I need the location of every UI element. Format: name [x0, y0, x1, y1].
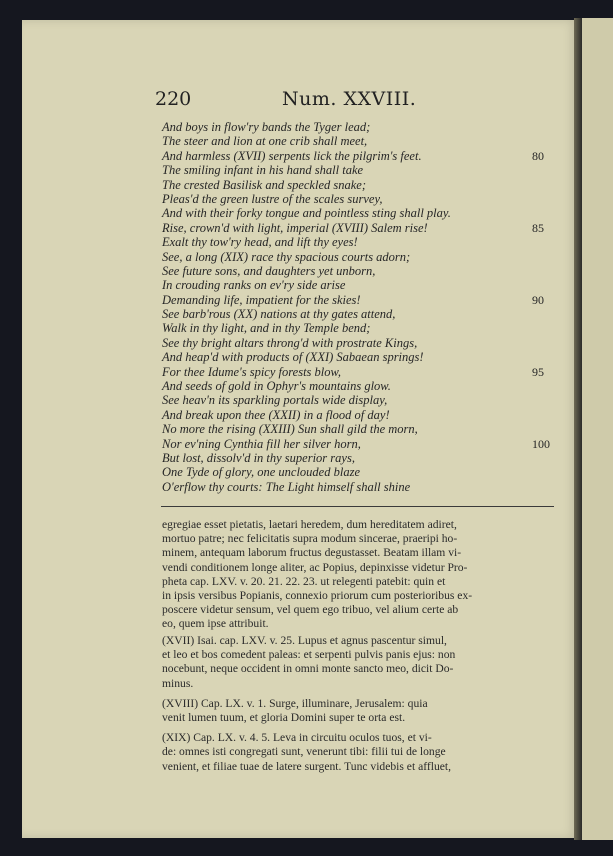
line-number: 80: [532, 148, 544, 163]
verse-line: [162, 221, 562, 235]
commentary-line: eo, quem ipse attribuit.: [162, 617, 269, 631]
footnote-line: nocebunt, neque occident in omni monte sancto meo, dicit Do-: [162, 662, 454, 676]
line-number: 100: [532, 436, 550, 451]
verse-text: But lost, dissolv'd in thy superior rays,: [162, 450, 355, 465]
verse-text: One Tyde of glory, one unclouded blaze: [162, 465, 360, 480]
verse-text: And break upon thee (XXII) in a flood of day!: [162, 407, 390, 422]
footnote-line: venient, et filiae tuae de latere surgent. Tunc videbis et affluet,: [162, 759, 452, 773]
footnote-line: (XIX) Cap. LX. v. 4. 5. Leva in circuitu oculos tuos, et vi-: [162, 731, 432, 745]
verse-line: [162, 250, 562, 264]
running-head: Num. XXVIII.: [282, 88, 417, 110]
verse-text: The steer and lion at one crib shall meet,: [162, 134, 368, 149]
commentary-line: mortuo patre; nec felicitatis supra modum sincerae, praeripi ho-: [162, 532, 458, 546]
verse-line: [162, 451, 562, 465]
verse-line: [162, 321, 562, 335]
verse-text: And seeds of gold in Ophyr's mountains glow.: [162, 379, 391, 394]
commentary-line: vendi conditionem longe aliter, ac Popius, depinxisse videtur Pro-: [162, 560, 468, 574]
verse-text: The crested Basilisk and speckled snake;: [162, 177, 366, 192]
verse-text: O'erflow thy courts: The Light himself shall shine: [162, 479, 411, 494]
verse-line: [162, 178, 562, 192]
verse-text: See future sons, and daughters yet unborn,: [162, 263, 376, 278]
verse-text: Exalt thy tow'ry head, and lift thy eyes!: [162, 235, 358, 250]
verse-line: [162, 278, 562, 292]
verse-text: And heap'd with products of (XXI) Sabaean springs!: [162, 350, 424, 365]
latin-commentary: [162, 518, 554, 632]
book-gutter: [574, 18, 582, 840]
verse-text: See, a long (XIX) race thy spacious courts adorn;: [162, 249, 411, 264]
verse-text: And boys in flow'ry bands the Tyger lead;: [162, 120, 371, 134]
verse-line: [162, 264, 562, 278]
verse-line: [162, 206, 562, 220]
verse-line: [162, 235, 562, 249]
verse-text: See thy bright altars throng'd with prostrate Kings,: [162, 335, 418, 350]
verse-text: Demanding life, impatient for the skies!: [162, 292, 361, 307]
footnote-line: venit lumen tuum, et gloria Domini super te orta est.: [162, 710, 406, 724]
verse-text: In crouding ranks on ev'ry side arise: [162, 278, 346, 293]
verse-line: [162, 293, 562, 307]
verse-line: [162, 120, 562, 134]
verse-text: And harmless (XVII) serpents lick the pilgrim's feet.: [162, 148, 422, 163]
verse-text: No more the rising (XXIII) Sun shall gild the morn,: [162, 422, 418, 437]
poem-verses: [162, 120, 562, 494]
footnote-line: (XVII) Isai. cap. LXV. v. 25. Lupus et agnus pascentur simul,: [162, 634, 447, 647]
verse-text: Rise, crown'd with light, imperial (XVIII) Salem rise!: [162, 220, 428, 235]
commentary-line: poscere videtur sensum, vel quem ego tribuo, vel alium certe ab: [162, 603, 459, 617]
page-number: 220: [155, 88, 192, 110]
footnote-line: (XVIII) Cap. LX. v. 1. Surge, illuminare, Jerusalem: quia: [162, 696, 428, 710]
footnote-line: et leo et bos comedent paleas: et serpenti pulvis panis ejus: non: [162, 648, 456, 662]
verse-line: [162, 192, 562, 206]
commentary-line: pheta cap. LXV. v. 20. 21. 22. 23. ut relegenti patebit: quin et: [162, 574, 446, 588]
verse-line: [162, 336, 562, 350]
verse-line: [162, 379, 562, 393]
commentary-line: egregiae esset pietatis, laetari heredem, dum hereditatem adiret,: [162, 518, 457, 531]
verse-line: [162, 350, 562, 364]
verse-line: [162, 134, 562, 148]
page-header: [22, 88, 578, 116]
verse-line: [162, 465, 562, 479]
book-page: [22, 20, 578, 838]
verse-line: [162, 365, 562, 379]
verse-text: See heav'n its sparkling portals wide display,: [162, 393, 388, 408]
line-number: 95: [532, 364, 544, 379]
verse-line: [162, 408, 562, 422]
verse-text: For thee Idume's spicy forests blow,: [162, 364, 342, 379]
verse-line: [162, 307, 562, 321]
verse-text: Walk in thy light, and in thy Temple bend;: [162, 321, 371, 336]
verse-text: The smiling infant in his hand shall take: [162, 163, 364, 178]
verse-text: Nor ev'ning Cynthia fill her silver horn,: [162, 436, 361, 451]
footnotes: [162, 634, 554, 774]
commentary-line: minem, antequam laborum fructus degustasset. Beatam illam vi-: [162, 546, 462, 560]
verse-text: And with their forky tongue and pointless sting shall play.: [162, 206, 451, 221]
line-number: 85: [532, 220, 544, 235]
commentary-line: in ipsis versibus Popianis, connexio priorum cum posterioribus ex-: [162, 588, 473, 602]
verse-line: [162, 437, 562, 451]
verse-line: [162, 422, 562, 436]
footnote-line: de: omnes isti congregati sunt, venerunt tibi: filii tui de longe: [162, 745, 446, 759]
line-number: 90: [532, 292, 544, 307]
separator-rule: [161, 506, 554, 507]
verse-line: [162, 393, 562, 407]
verse-line: [162, 480, 562, 494]
verse-text: See barb'rous (XX) nations at thy gates attend,: [162, 307, 396, 322]
verse-line: [162, 163, 562, 177]
verse-line: [162, 149, 562, 163]
verse-text: Pleas'd the green lustre of the scales survey,: [162, 191, 383, 206]
facing-page-edge: [580, 18, 613, 840]
footnote-line: minus.: [162, 676, 194, 690]
